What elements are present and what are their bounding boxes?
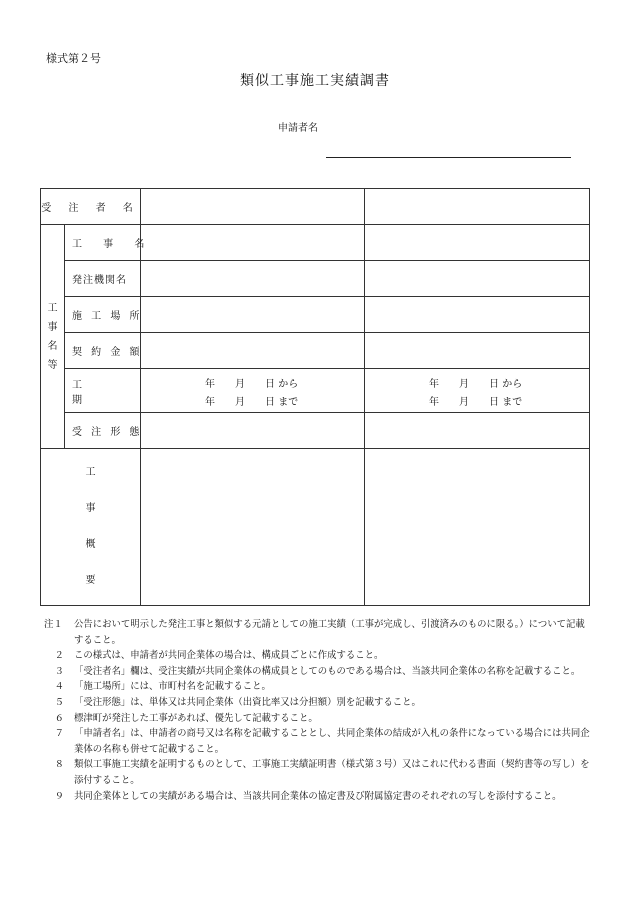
note-text: この様式は、申請者が共同企業体の場合は、構成員ごとに作成すること。 [74, 650, 384, 662]
note-item [44, 789, 594, 805]
summary-char: 工 [85, 467, 96, 478]
ordering-agency-cell-1[interactable] [141, 261, 365, 297]
note-number: ９ [54, 790, 64, 802]
note-number: 注１ [44, 619, 63, 630]
note-text: 「施工場所」には、市町村名を記載すること。 [74, 681, 271, 693]
note-text: 共同企業体としての実績がある場合は、当該共同企業体の協定書及び附属協定書のそれぞれの写しを添付すること。 [74, 790, 562, 802]
note-item [44, 711, 594, 727]
contract-form-row [41, 413, 590, 449]
contract-form-label: 受 注 形 態 [65, 413, 141, 449]
contractor-label: 受 注 者 名 [41, 189, 141, 225]
note-number: ２ [54, 650, 64, 662]
category-char: 等 [47, 359, 58, 371]
location-cell-1[interactable] [141, 297, 365, 333]
note-item [44, 695, 594, 711]
period-label: 工 期 [65, 369, 141, 413]
form-number: 様式第２号 [46, 52, 101, 65]
ordering-agency-row [41, 261, 590, 297]
contract-amount-cell-2[interactable] [365, 333, 590, 369]
project-summary-label [41, 449, 141, 606]
period-to-text: 年 月 日 まで [429, 397, 523, 408]
summary-char: 事 [85, 503, 96, 514]
note-number: ３ [54, 665, 64, 677]
note-item [44, 679, 594, 695]
category-char: 事 [47, 321, 58, 333]
note-item [44, 726, 594, 757]
note-text: 「受注者名」欄は、受注実績が共同企業体の構成員としてのものである場合は、当該共同企業体の名称を記載すること。 [74, 665, 581, 677]
applicant-label: 申請者名 [278, 123, 318, 134]
note-number: ６ [54, 712, 64, 724]
contractor-cell-1[interactable] [141, 189, 365, 225]
ordering-agency-cell-2[interactable] [365, 261, 590, 297]
project-name-cell-2[interactable] [365, 225, 590, 261]
contractor-cell-2[interactable] [365, 189, 590, 225]
note-text: 公告において明示した発注工事と類似する元請としての施工実績（工事が完成し、引渡済みのものに限る。）について記載すること。 [74, 619, 585, 646]
contract-amount-label: 契 約 金 額 [65, 333, 141, 369]
period-to-text: 年 月 日 まで [205, 397, 299, 408]
project-summary-row [41, 449, 590, 606]
category-char: 名 [47, 340, 58, 352]
project-summary-cell-2[interactable] [365, 449, 590, 606]
note-number: ８ [54, 759, 64, 771]
period-from-text: 年 月 日 から [429, 379, 523, 390]
note-item [44, 664, 594, 680]
note-text: 標津町が発注した工事があれば、優先して記載すること。 [74, 712, 318, 724]
note-number: ４ [54, 681, 64, 693]
note-number: ５ [54, 696, 64, 708]
contract-form-cell-1[interactable] [141, 413, 365, 449]
notes-section [44, 617, 594, 804]
note-item [44, 757, 594, 788]
category-char: 工 [47, 302, 58, 314]
period-row [41, 369, 590, 413]
note-number: ７ [54, 728, 64, 740]
location-row [41, 297, 590, 333]
period-cell-2[interactable] [365, 369, 590, 413]
location-cell-2[interactable] [365, 297, 590, 333]
ordering-agency-label: 発注機関名 [65, 261, 141, 297]
document-title: 類似工事施工実績調書 [240, 73, 390, 89]
project-category-label [41, 225, 65, 449]
project-name-row [41, 225, 590, 261]
summary-char: 要 [85, 575, 96, 586]
note-item [44, 617, 594, 648]
note-text: 「受注形態」は、単体又は共同企業体（出資比率又は分担額）別を記載すること。 [74, 696, 421, 708]
contract-amount-row [41, 333, 590, 369]
period-from-text: 年 月 日 から [205, 379, 299, 390]
contract-amount-cell-1[interactable] [141, 333, 365, 369]
project-record-table [40, 188, 590, 606]
applicant-signature-line [326, 157, 571, 158]
project-summary-cell-1[interactable] [141, 449, 365, 606]
note-item [44, 648, 594, 664]
note-text: 「申請者名」は、申請者の商号又は名称を記載することとし、共同企業体の結成が入札の条件になっている場合には共同企業体の名称も併せて記載すること。 [74, 728, 590, 755]
contract-form-cell-2[interactable] [365, 413, 590, 449]
location-label: 施 工 場 所 [65, 297, 141, 333]
note-text: 類似工事施工実績を証明するものとして、工事施工実績証明書（様式第３号）又はこれに代わる書面（契約書等の写し）を添付すること。 [74, 759, 590, 786]
project-name-label: 工 事 名 [65, 225, 141, 261]
project-name-cell-1[interactable] [141, 225, 365, 261]
summary-char: 概 [85, 539, 96, 550]
period-cell-1[interactable] [141, 369, 365, 413]
contractor-row [41, 189, 590, 225]
